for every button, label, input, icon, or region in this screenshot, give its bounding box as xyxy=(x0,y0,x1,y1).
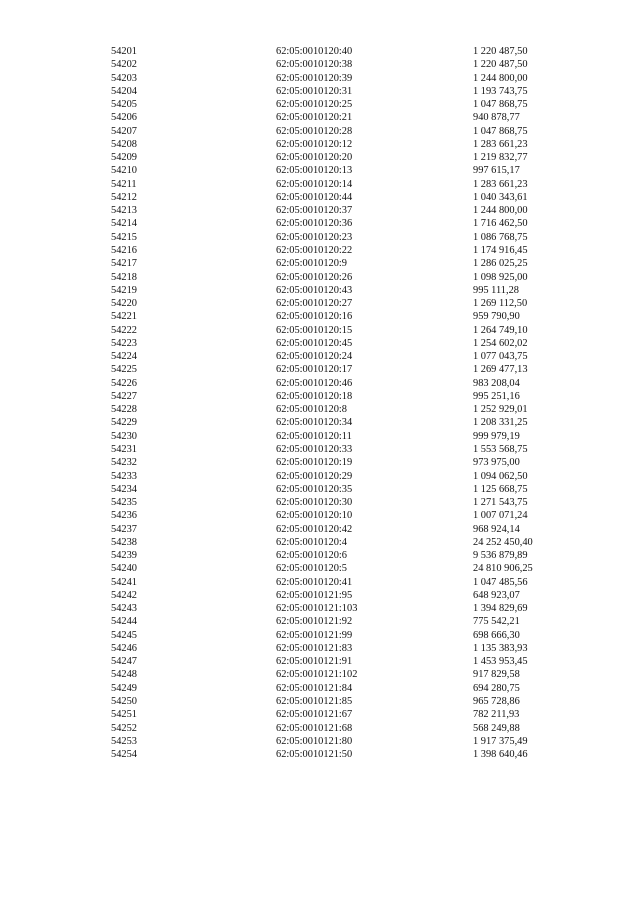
cadastral-number-cell: 62:05:0010120:33 xyxy=(276,443,353,455)
cadastral-number-cell: 62:05:0010120:35 xyxy=(276,483,353,495)
row-number-cell: 54206 xyxy=(111,112,137,124)
row-number-cell: 54211 xyxy=(111,178,137,190)
cadastral-number-cell: 62:05:0010121:84 xyxy=(276,682,353,694)
table-row xyxy=(0,390,640,403)
row-number-cell: 54232 xyxy=(111,457,137,469)
table-row xyxy=(0,271,640,284)
cadastral-number-cell: 62:05:0010120:42 xyxy=(276,523,353,535)
cadastral-value-cell: 1 220 487,50 xyxy=(473,46,528,57)
cadastral-value-cell: 1 040 343,61 xyxy=(473,191,528,203)
cadastral-number-cell: 62:05:0010121:91 xyxy=(276,656,353,668)
table-row xyxy=(0,350,640,363)
cadastral-value-cell: 1 917 375,49 xyxy=(473,735,528,747)
row-number-cell: 54241 xyxy=(111,576,137,588)
cadastral-number-cell: 62:05:0010120:28 xyxy=(276,125,353,137)
cadastral-value-cell: 24 252 450,40 xyxy=(473,536,533,548)
cadastral-value-cell: 1 269 112,50 xyxy=(473,298,528,310)
table-row xyxy=(0,722,640,735)
row-number-cell: 54205 xyxy=(111,99,137,111)
cadastral-value-cell: 1 252 929,01 xyxy=(473,404,528,416)
row-number-cell: 54236 xyxy=(111,510,137,522)
cadastral-number-cell: 62:05:0010121:102 xyxy=(276,669,358,681)
cadastral-value-cell: 1 077 043,75 xyxy=(473,351,528,363)
cadastral-number-cell: 62:05:0010120:24 xyxy=(276,351,353,363)
cadastral-number-cell: 62:05:0010120:40 xyxy=(276,46,353,57)
cadastral-number-cell: 62:05:0010120:16 xyxy=(276,311,353,323)
row-number-cell: 54215 xyxy=(111,231,137,243)
cadastral-value-cell: 9 536 879,89 xyxy=(473,550,528,562)
row-number-cell: 54222 xyxy=(111,324,137,336)
cadastral-number-cell: 62:05:0010120:30 xyxy=(276,497,353,509)
table-row xyxy=(0,483,640,496)
row-number-cell: 54208 xyxy=(111,138,137,150)
cadastral-value-cell: 1 283 661,23 xyxy=(473,178,528,190)
table-row xyxy=(0,629,640,642)
cadastral-number-cell: 62:05:0010120:23 xyxy=(276,231,353,243)
table-row xyxy=(0,456,640,469)
table-row xyxy=(0,45,640,58)
cadastral-number-cell: 62:05:0010120:41 xyxy=(276,576,353,588)
cadastral-number-cell: 62:05:0010120:20 xyxy=(276,152,353,164)
table-row xyxy=(0,430,640,443)
table-row xyxy=(0,85,640,98)
cadastral-number-cell: 62:05:0010120:21 xyxy=(276,112,353,124)
cadastral-value-cell: 995 251,16 xyxy=(473,390,520,402)
row-number-cell: 54225 xyxy=(111,364,137,376)
cadastral-number-cell: 62:05:0010120:36 xyxy=(276,218,353,230)
cadastral-value-cell: 1 135 383,93 xyxy=(473,642,528,654)
cadastral-number-cell: 62:05:0010121:92 xyxy=(276,616,353,628)
row-number-cell: 54212 xyxy=(111,191,137,203)
cadastral-number-cell: 62:05:0010120:10 xyxy=(276,510,353,522)
row-number-cell: 54231 xyxy=(111,443,137,455)
row-number-cell: 54234 xyxy=(111,483,137,495)
cadastral-value-cell: 959 790,90 xyxy=(473,311,520,323)
table-row xyxy=(0,231,640,244)
row-number-cell: 54230 xyxy=(111,430,137,442)
cadastral-value-cell: 1 220 487,50 xyxy=(473,59,528,71)
row-number-cell: 54253 xyxy=(111,735,137,747)
cadastral-value-cell: 648 923,07 xyxy=(473,589,520,601)
row-number-cell: 54202 xyxy=(111,59,137,71)
cadastral-value-cell: 1 283 661,23 xyxy=(473,138,528,150)
row-number-cell: 54254 xyxy=(111,749,137,761)
row-number-cell: 54204 xyxy=(111,85,137,97)
table-row xyxy=(0,72,640,85)
cadastral-number-cell: 62:05:0010120:17 xyxy=(276,364,353,376)
table-row xyxy=(0,470,640,483)
cadastral-number-cell: 62:05:0010121:68 xyxy=(276,722,353,734)
table-row xyxy=(0,615,640,628)
cadastral-value-cell: 997 615,17 xyxy=(473,165,520,177)
table-row xyxy=(0,191,640,204)
row-number-cell: 54216 xyxy=(111,244,137,256)
cadastral-value-cell: 1 047 485,56 xyxy=(473,576,528,588)
row-number-cell: 54250 xyxy=(111,696,137,708)
row-number-cell: 54252 xyxy=(111,722,137,734)
cadastral-value-cell: 1 394 829,69 xyxy=(473,603,528,615)
table-row xyxy=(0,244,640,257)
cadastral-value-cell: 1 264 749,10 xyxy=(473,324,528,336)
row-number-cell: 54233 xyxy=(111,470,137,482)
table-row xyxy=(0,509,640,522)
table-row xyxy=(0,443,640,456)
cadastral-value-cell: 1 453 953,45 xyxy=(473,656,528,668)
row-number-cell: 54235 xyxy=(111,497,137,509)
cadastral-number-cell: 62:05:0010120:26 xyxy=(276,271,353,283)
table-row xyxy=(0,523,640,536)
cadastral-number-cell: 62:05:0010120:19 xyxy=(276,457,353,469)
cadastral-value-cell: 940 878,77 xyxy=(473,112,520,124)
table-row xyxy=(0,257,640,270)
row-number-cell: 54203 xyxy=(111,72,137,84)
table-row xyxy=(0,549,640,562)
cadastral-value-cell: 917 829,58 xyxy=(473,669,520,681)
row-number-cell: 54240 xyxy=(111,563,137,575)
cadastral-number-cell: 62:05:0010121:95 xyxy=(276,589,353,601)
row-number-cell: 54228 xyxy=(111,404,137,416)
table-row xyxy=(0,735,640,748)
table-row xyxy=(0,708,640,721)
cadastral-value-cell: 1 098 925,00 xyxy=(473,271,528,283)
cadastral-value-cell: 1 269 477,13 xyxy=(473,364,528,376)
table-row xyxy=(0,217,640,230)
cadastral-value-cell: 568 249,88 xyxy=(473,722,520,734)
cadastral-number-cell: 62:05:0010120:44 xyxy=(276,191,353,203)
cadastral-value-cell: 995 111,28 xyxy=(473,284,519,296)
row-number-cell: 54217 xyxy=(111,258,137,270)
cadastral-value-cell: 1 286 025,25 xyxy=(473,258,528,270)
table-row xyxy=(0,655,640,668)
row-number-cell: 54242 xyxy=(111,589,137,601)
cadastral-value-cell: 1 553 568,75 xyxy=(473,443,528,455)
table-row xyxy=(0,111,640,124)
table-row xyxy=(0,204,640,217)
cadastral-value-cell: 1 086 768,75 xyxy=(473,231,528,243)
cadastral-number-cell: 62:05:0010121:80 xyxy=(276,735,353,747)
row-number-cell: 54248 xyxy=(111,669,137,681)
cadastral-number-cell: 62:05:0010120:25 xyxy=(276,99,353,111)
table-row xyxy=(0,562,640,575)
cadastral-number-cell: 62:05:0010120:34 xyxy=(276,417,353,429)
cadastral-value-cell: 1 193 743,75 xyxy=(473,85,528,97)
cadastral-number-cell: 62:05:0010120:4 xyxy=(276,536,348,548)
cadastral-number-cell: 62:05:0010120:46 xyxy=(276,377,353,389)
cadastral-value-cell: 1 254 602,02 xyxy=(473,337,528,349)
cadastral-number-cell: 62:05:0010121:83 xyxy=(276,642,353,654)
table-row xyxy=(0,403,640,416)
cadastral-value-cell: 968 924,14 xyxy=(473,523,520,535)
cadastral-number-cell: 62:05:0010120:39 xyxy=(276,72,353,84)
cadastral-value-cell: 1 047 868,75 xyxy=(473,99,528,111)
row-number-cell: 54245 xyxy=(111,629,137,641)
cadastral-value-cell: 782 211,93 xyxy=(473,709,520,721)
cadastral-value-cell: 1 208 331,25 xyxy=(473,417,528,429)
cadastral-number-cell: 62:05:0010120:12 xyxy=(276,138,353,150)
row-number-cell: 54207 xyxy=(111,125,137,137)
cadastral-value-cell: 1 125 668,75 xyxy=(473,483,528,495)
row-number-cell: 54251 xyxy=(111,709,137,721)
table-row xyxy=(0,668,640,681)
row-number-cell: 54226 xyxy=(111,377,137,389)
row-number-cell: 54213 xyxy=(111,205,137,217)
cadastral-number-cell: 62:05:0010121:103 xyxy=(276,603,358,615)
row-number-cell: 54214 xyxy=(111,218,137,230)
cadastral-number-cell: 62:05:0010120:6 xyxy=(276,550,348,562)
row-number-cell: 54221 xyxy=(111,311,137,323)
row-number-cell: 54220 xyxy=(111,298,137,310)
row-number-cell: 54237 xyxy=(111,523,137,535)
row-number-cell: 54243 xyxy=(111,603,137,615)
cadastral-number-cell: 62:05:0010121:67 xyxy=(276,709,353,721)
row-number-cell: 54244 xyxy=(111,616,137,628)
table-row xyxy=(0,576,640,589)
row-number-cell: 54224 xyxy=(111,351,137,363)
cadastral-number-cell: 62:05:0010121:99 xyxy=(276,629,353,641)
table-row xyxy=(0,748,640,761)
cadastral-value-cell: 775 542,21 xyxy=(473,616,520,628)
cadastral-value-cell: 1 244 800,00 xyxy=(473,205,528,217)
cadastral-value-cell: 694 280,75 xyxy=(473,682,520,694)
cadastral-value-cell: 1 174 916,45 xyxy=(473,244,528,256)
table-row xyxy=(0,324,640,337)
row-number-cell: 54223 xyxy=(111,337,137,349)
table-row xyxy=(0,496,640,509)
row-number-cell: 54238 xyxy=(111,536,137,548)
cadastral-value-cell: 999 979,19 xyxy=(473,430,520,442)
table-row xyxy=(0,416,640,429)
table-row xyxy=(0,536,640,549)
cadastral-number-cell: 62:05:0010120:22 xyxy=(276,244,353,256)
cadastral-number-cell: 62:05:0010120:11 xyxy=(276,430,352,442)
cadastral-value-cell: 1 047 868,75 xyxy=(473,125,528,137)
row-number-cell: 54227 xyxy=(111,390,137,402)
table-row xyxy=(0,310,640,323)
cadastral-number-cell: 62:05:0010121:50 xyxy=(276,749,353,761)
table-row xyxy=(0,297,640,310)
table-row xyxy=(0,337,640,350)
row-number-cell: 54246 xyxy=(111,642,137,654)
cadastral-value-cell: 1 244 800,00 xyxy=(473,72,528,84)
row-number-cell: 54209 xyxy=(111,152,137,164)
row-number-cell: 54239 xyxy=(111,550,137,562)
table-row xyxy=(0,98,640,111)
cadastral-value-cell: 1 716 462,50 xyxy=(473,218,528,230)
row-number-cell: 54219 xyxy=(111,284,137,296)
table-row xyxy=(0,284,640,297)
cadastral-value-cell: 1 271 543,75 xyxy=(473,497,528,509)
cadastral-number-cell: 62:05:0010121:85 xyxy=(276,696,353,708)
table-row xyxy=(0,164,640,177)
cadastral-value-cell: 1 007 071,24 xyxy=(473,510,528,522)
cadastral-value-cell: 698 666,30 xyxy=(473,629,520,641)
cadastral-value-cell: 965 728,86 xyxy=(473,696,520,708)
cadastral-value-cell: 24 810 906,25 xyxy=(473,563,533,575)
row-number-cell: 54247 xyxy=(111,656,137,668)
cadastral-number-cell: 62:05:0010120:38 xyxy=(276,59,353,71)
cadastral-value-cell: 973 975,00 xyxy=(473,457,520,469)
table-row xyxy=(0,642,640,655)
table-row xyxy=(0,138,640,151)
table-row xyxy=(0,602,640,615)
cadastral-number-cell: 62:05:0010120:8 xyxy=(276,404,348,416)
cadastral-number-cell: 62:05:0010120:14 xyxy=(276,178,353,190)
cadastral-number-cell: 62:05:0010120:9 xyxy=(276,258,348,270)
table-row xyxy=(0,682,640,695)
table-row xyxy=(0,589,640,602)
cadastral-number-cell: 62:05:0010120:27 xyxy=(276,298,353,310)
cadastral-value-cell: 1 398 640,46 xyxy=(473,749,528,761)
table-row xyxy=(0,695,640,708)
cadastral-value-table xyxy=(0,45,640,761)
table-row xyxy=(0,125,640,138)
cadastral-number-cell: 62:05:0010120:43 xyxy=(276,284,353,296)
cadastral-number-cell: 62:05:0010120:15 xyxy=(276,324,353,336)
cadastral-number-cell: 62:05:0010120:13 xyxy=(276,165,353,177)
table-row xyxy=(0,58,640,71)
row-number-cell: 54218 xyxy=(111,271,137,283)
cadastral-number-cell: 62:05:0010120:37 xyxy=(276,205,353,217)
cadastral-number-cell: 62:05:0010120:31 xyxy=(276,85,353,97)
cadastral-value-cell: 983 208,04 xyxy=(473,377,520,389)
row-number-cell: 54210 xyxy=(111,165,137,177)
table-row xyxy=(0,178,640,191)
cadastral-value-cell: 1 094 062,50 xyxy=(473,470,528,482)
cadastral-number-cell: 62:05:0010120:45 xyxy=(276,337,353,349)
cadastral-number-cell: 62:05:0010120:5 xyxy=(276,563,348,575)
cadastral-number-cell: 62:05:0010120:18 xyxy=(276,390,353,402)
row-number-cell: 54201 xyxy=(111,46,137,57)
table-row xyxy=(0,151,640,164)
row-number-cell: 54229 xyxy=(111,417,137,429)
table-row xyxy=(0,377,640,390)
cadastral-number-cell: 62:05:0010120:29 xyxy=(276,470,353,482)
table-row xyxy=(0,363,640,376)
row-number-cell: 54249 xyxy=(111,682,137,694)
cadastral-value-cell: 1 219 832,77 xyxy=(473,152,528,164)
